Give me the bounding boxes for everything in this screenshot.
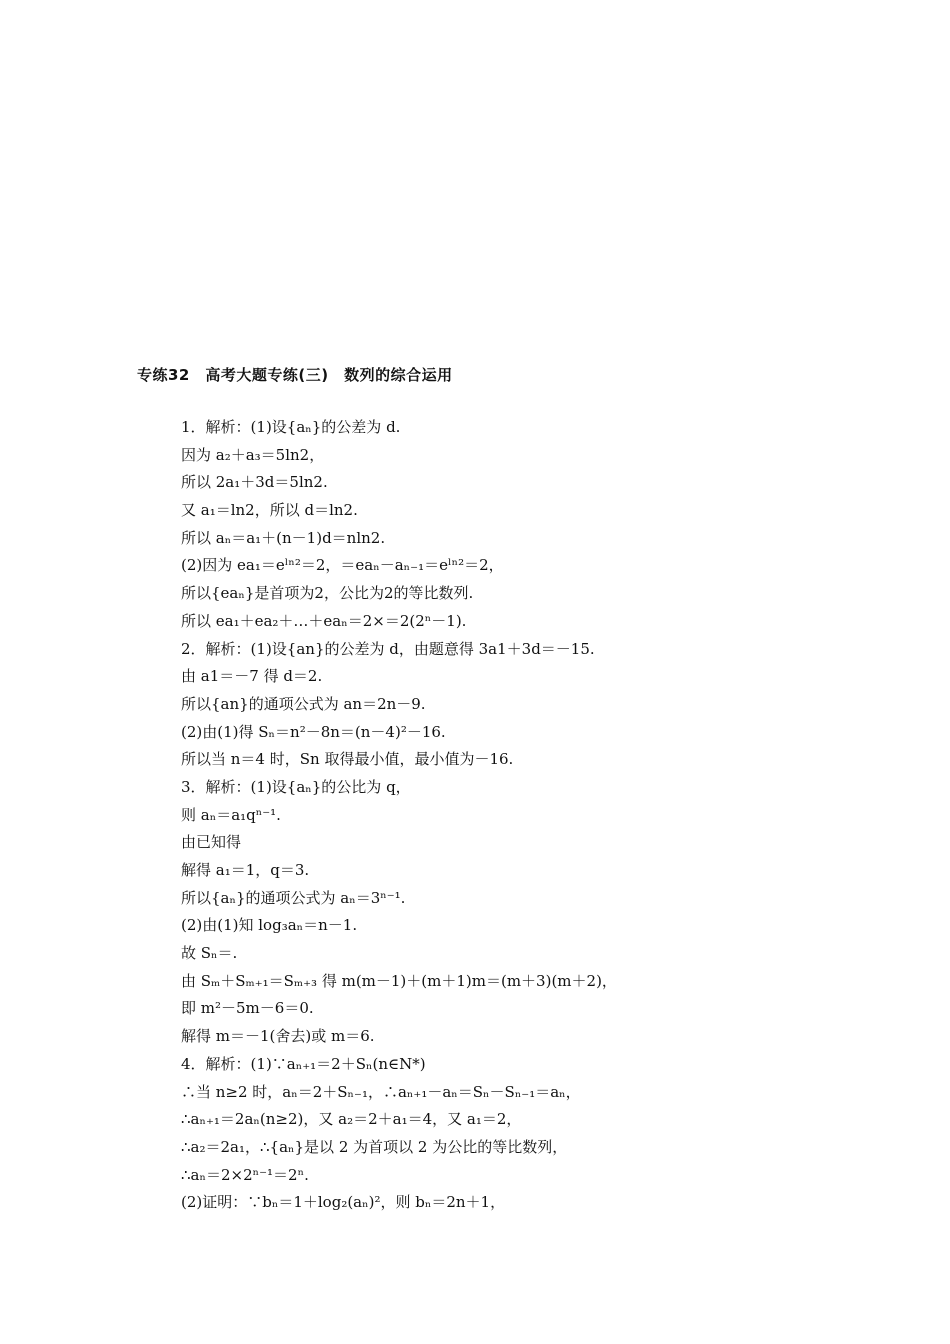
text-line: 故 Sₙ＝. [181, 944, 238, 963]
text-line: 所以{eaₙ}是首项为2，公比为2的等比数列. [181, 584, 474, 603]
text-line: 所以{an}的通项公式为 an＝2n－9. [181, 694, 426, 713]
text-line: 因为 a₂＋a₃＝5ln2， [181, 445, 325, 464]
text-line: 1．解析：(1)设{aₙ}的公差为 d. [181, 418, 401, 436]
text-line: 4．解析：(1)∵aₙ₊₁＝2＋Sₙ(n∈N*) [181, 1054, 426, 1073]
text-line: ∴a₂＝2a₁，∴{aₙ}是以 2 为首项以 2 为公比的等比数列， [181, 1137, 568, 1156]
text-line: (2)因为 ea₁＝eˡⁿ²＝2，＝eaₙ－aₙ₋₁＝eˡⁿ²＝2， [181, 556, 504, 575]
text-line: 解得 m＝－1(舍去)或 m＝6. [181, 1027, 375, 1046]
text-line: (2)由(1)得 Sₙ＝n²－8n＝(n－4)²－16. [181, 722, 446, 741]
text-line: 所以 2a₁＋3d＝5ln2. [181, 473, 328, 492]
text-line: ∴aₙ₊₁＝2aₙ(n≥2)，又 a₂＝2＋a₁＝4，又 a₁＝2， [181, 1110, 522, 1129]
text-line: 即 m²－5m－6＝0. [181, 999, 314, 1018]
text-line: 所以 aₙ＝a₁＋(n－1)d＝nln2. [181, 528, 386, 547]
text-line: (2)证明：∵bₙ＝1＋log₂(aₙ)²，则 bₙ＝2n＋1， [181, 1193, 506, 1212]
solution-text [181, 414, 881, 1217]
page-title: 专练32 高考大题专练(三) 数列的综合运用 [137, 366, 453, 384]
text-line: 则 aₙ＝a₁qⁿ⁻¹. [181, 805, 281, 824]
text-line: 解得 a₁＝1，q＝3. [181, 861, 310, 879]
text-line: 由已知得 [181, 833, 242, 852]
text-line: 又 a₁＝ln2，所以 d＝ln2. [181, 501, 358, 520]
text-line: 3．解析：(1)设{aₙ}的公比为 q， [181, 777, 411, 796]
text-line: 2．解析：(1)设{an}的公差为 d，由题意得 3a1＋3d＝－15. [181, 639, 595, 658]
text-line: 所以当 n＝4 时，Sn 取得最小值，最小值为－16. [181, 750, 514, 769]
text-line: 所以{aₙ}的通项公式为 aₙ＝3ⁿ⁻¹. [181, 888, 406, 907]
text-line: 由 Sₘ＋Sₘ₊₁＝Sₘ₊₃ 得 m(m－1)＋(m＋1)m＝(m＋3)(m＋2)， [181, 971, 617, 990]
text-line: ∴aₙ＝2×2ⁿ⁻¹＝2ⁿ. [181, 1165, 309, 1184]
text-line: (2)由(1)知 log₃aₙ＝n－1. [181, 916, 358, 935]
text-line: ∴当 n≥2 时，aₙ＝2＋Sₙ₋₁，∴aₙ₊₁－aₙ＝Sₙ－Sₙ₋₁＝aₙ， [181, 1082, 581, 1101]
text-line: 由 a1＝－7 得 d＝2. [181, 667, 323, 686]
text-line: 所以 ea₁＋ea₂＋…＋eaₙ＝2×＝2(2ⁿ－1). [181, 611, 467, 630]
